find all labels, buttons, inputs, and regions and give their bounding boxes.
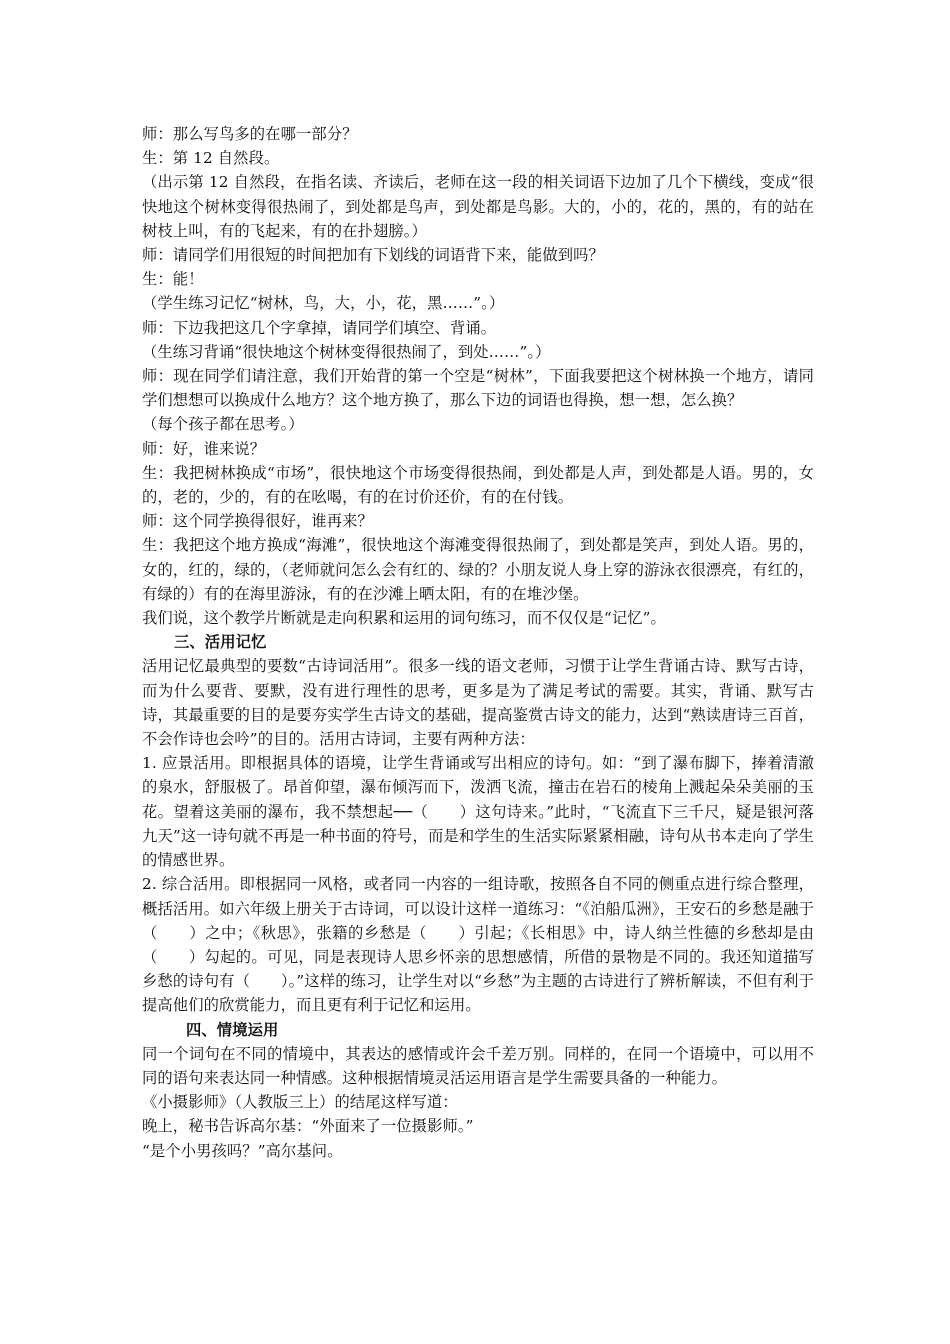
dialogue-line: 师：那么写鸟多的在哪一部分？ (142, 125, 358, 143)
stage-direction: （每个孩子都在思考。） (142, 415, 304, 434)
body-paragraph: 活用记忆最典型的要数“古诗词活用”。很多一线的语文老师，习惯于让学生背诵古诗、默写古诗，而为什么要背、要默，没有进行理性的思考，更多是为了满足考试的需要。其实，背诵、默写古诗，其最重要的目的是要夯实学生古诗文的基础，提高鉴赏古诗文的能力，达到“熟读唐诗三百首，不会作诗也会吟”的目的。活用古诗词，主要有两种方法： (142, 657, 814, 749)
dialogue-line: 师：现在同学们请注意，我们开始背的第一个空是“树林”，下面我要把这个树林换一个地方，请同学们想想可以换成什么地方？这个地方换了，那么下边的词语也得换，想一想，怎么换？ (142, 367, 814, 410)
dialogue-line: 师：请同学们用很短的时间把加有下划线的词语背下来，能做到吗？ (142, 246, 604, 265)
body-paragraph: 我们说，这个教学片断就是走向积累和运用的词句练习，而不仅仅是“记忆”。 (142, 609, 666, 628)
dialogue-line: 生：能！ (142, 270, 204, 289)
stage-direction: （学生练习记忆“树林，鸟，大，小，花，黑……”。） (142, 294, 505, 313)
document-page (142, 122, 814, 1163)
body-paragraph: 1. 应景活用。即根据具体的语境，让学生背诵或写出相应的诗句。如：“到了瀑布脚下，捧着清澈的泉水，舒服极了。昂首仰望，瀑布倾泻而下，泼洒飞流，撞击在岩石的棱角上溅起朵朵美丽的玉花。望着这美丽的瀑布，我不禁想起──（ ）这句诗来。”此时，“飞流直下三千尺，疑是银河落九天”这一诗句就不再是一种书面的符号，而是和学生的生活实际紧紧相融，诗句从书本走向了学生的情感世界。 (142, 754, 814, 870)
dialogue-line: 师：好，谁来说？ (142, 439, 266, 458)
stage-direction: （生练习背诵“很快地这个树林变得很热闹了，到处……”。） (142, 342, 551, 361)
body-paragraph: “是个小男孩吗？”高尔基问。 (142, 1141, 343, 1160)
body-paragraph: 2. 综合活用。即根据同一风格，或者同一内容的一组诗歌，按照各自不同的侧重点进行综合整理，概括活用。如六年级上册关于古诗词，可以设计这样一道练习：“《泊船瓜洲》，王安石的乡愁是融于（ ）之中；《秋思》，张籍的乡愁是（ ）引起；《长相思》中，诗人纳兰性德的乡愁却是由（ ）勾起的。可见，同是表现诗人思乡怀亲的思想感情，所借的景物是不同的。我还知道描写乡愁的诗句有（ ）。”这样的练习，让学生对以“乡愁”为主题的古诗进行了辨析解读，不但有利于提高他们的欣赏能力，而且更有利于记忆和运用。 (142, 875, 814, 1015)
dialogue-line: 生：我把树林换成“市场”，很快地这个市场变得很热闹，到处都是人声，到处都是人语。男的，女的，老的，少的，有的在吆喝，有的在讨价还价，有的在付钱。 (142, 463, 814, 507)
body-paragraph: 晚上，秘书告诉高尔基：“外面来了一位摄影师。” (142, 1117, 474, 1136)
section-heading: 三、活用记忆 (174, 633, 267, 652)
body-paragraph: 同一个词句在不同的情境中，其表达的感情或许会千差万别。同样的，在同一个语境中，可以用不同的语句来表达同一种情感。这种根据情境灵活运用语言是学生需要具备的一种能力。 (142, 1044, 814, 1087)
stage-direction: （出示第 12 自然段，在指名读、齐读后，老师在这一段的相关词语下边加了几个下横线，变成“很快地这个树林变得很热闹了，到处都是鸟声，到处都是鸟影。大的，小的，花的，黑的，有的站在树枝上叫，有的飞起来，有的在扑翅膀。） (142, 173, 814, 240)
dialogue-line: 师：这个同学换得很好，谁再来？ (142, 512, 373, 531)
body-paragraph: 《小摄影师》（人教版三上）的结尾这样写道： (142, 1093, 458, 1112)
dialogue-line: 生：第 12 自然段。 (142, 149, 280, 168)
section-heading: 四、情境运用 (186, 1020, 279, 1039)
dialogue-line: 师：下边我把这几个字拿掉，请同学们填空、背诵。 (142, 318, 497, 337)
dialogue-line: 生：我把这个地方换成“海滩”，很快地这个海滩变得很热闹了，到处都是笑声，到处人语。男的，女的，红的，绿的，（老师就问怎么会有红的、绿的？小朋友说人身上穿的游泳衣很漂亮，有红的，有绿的）有的在海里游泳，有的在沙滩上晒太阳，有的在堆沙堡。 (142, 536, 814, 603)
